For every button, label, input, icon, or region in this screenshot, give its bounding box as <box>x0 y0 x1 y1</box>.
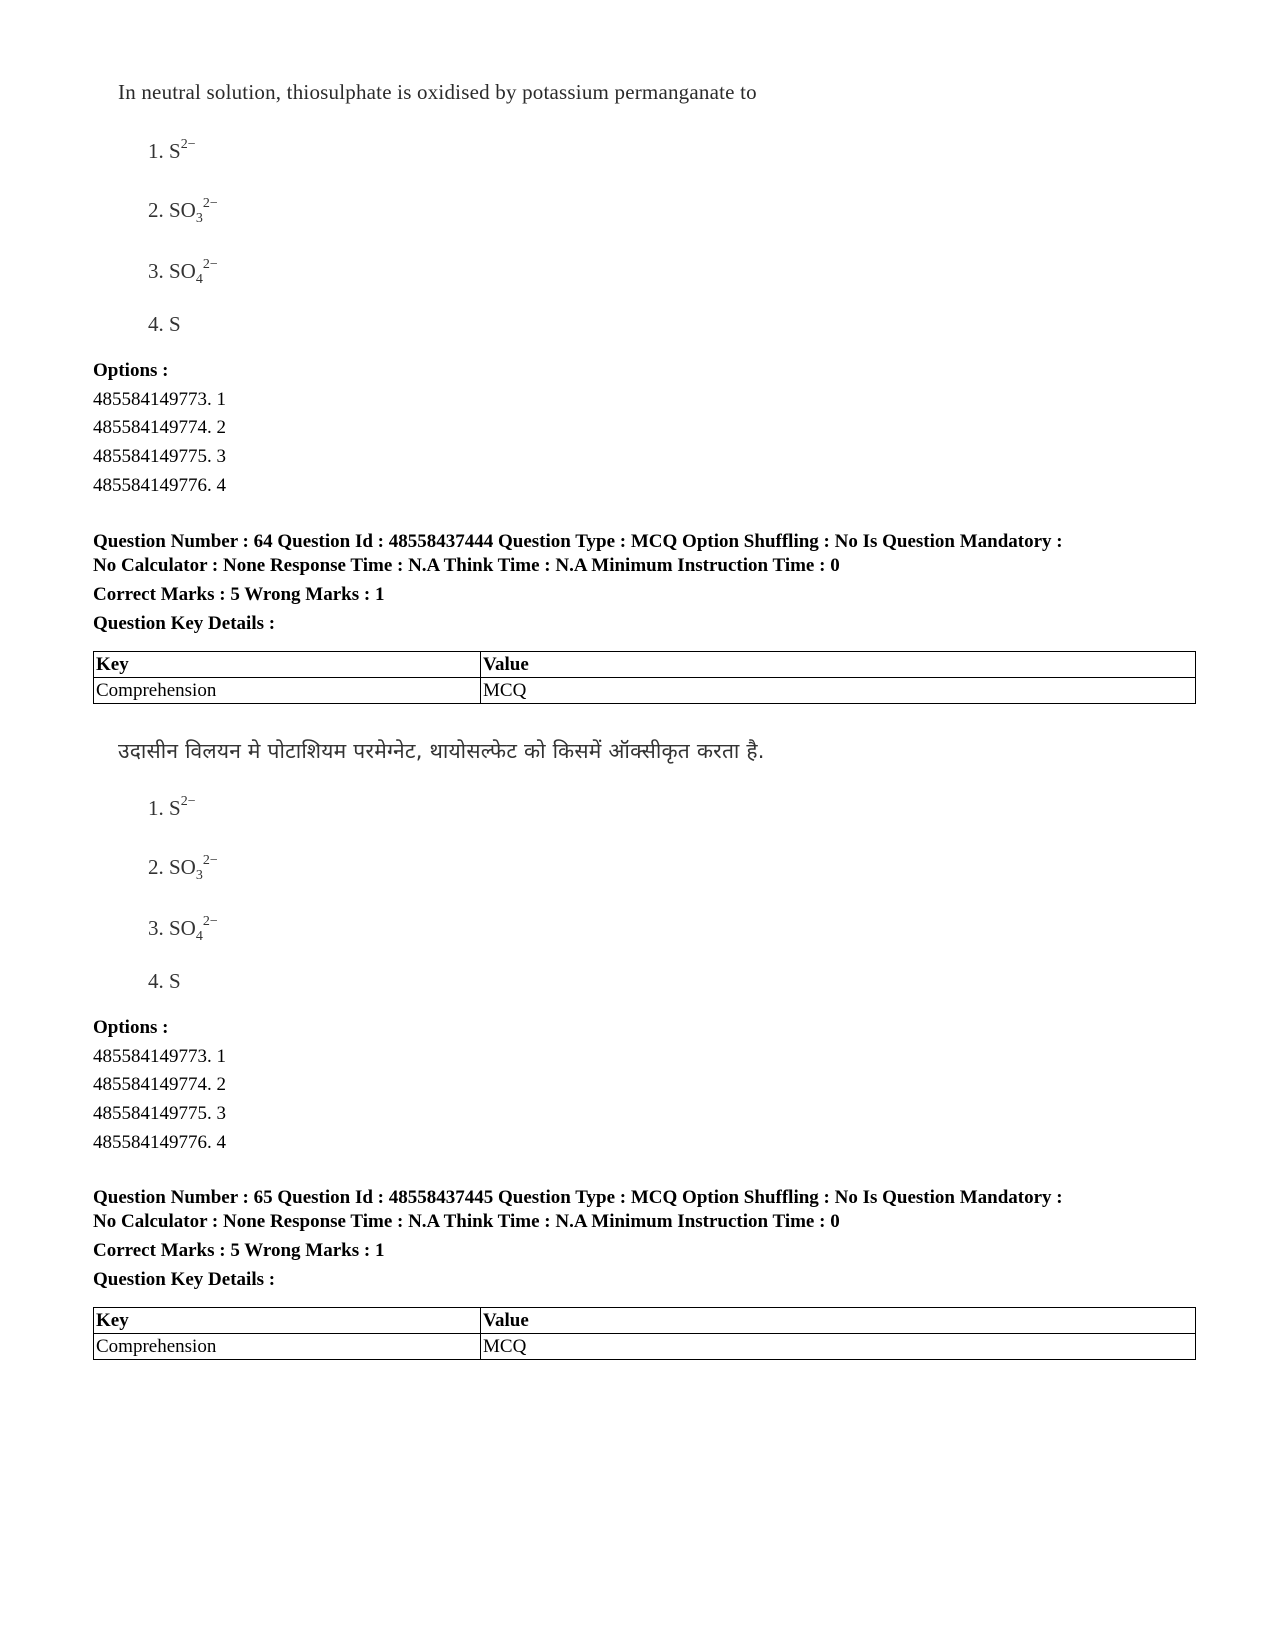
question-key-table <box>93 1307 1196 1360</box>
option-item: 485584149776. 4 <box>93 474 226 496</box>
option-item: 485584149774. 2 <box>93 417 226 439</box>
marks-line: Correct Marks : 5 Wrong Marks : 1 <box>93 1240 385 1261</box>
choice-3: 3. $SO_4^{2-}$ <box>148 914 218 944</box>
options-list <box>93 357 226 501</box>
question-info-line: No Calculator : None Response Time : N.A Think Time : N.A Minimum Instruction Time : 0 <box>93 1211 840 1232</box>
marks-line: Correct Marks : 5 Wrong Marks : 1 <box>93 584 385 605</box>
choice-2: 2. $SO_3^{2-}$ <box>148 853 218 883</box>
question-info-line: Question Number : 65 Question Id : 48558437445 Question Type : MCQ Option Shuffling : No Is Question Mandatory : <box>93 1187 1063 1208</box>
table-header-row <box>94 652 1196 678</box>
table-header-value: Value <box>481 652 1196 678</box>
table-row <box>94 1334 1196 1360</box>
key-details-label: Question Key Details : <box>93 1269 276 1290</box>
choice-2: 2. $SO_3^{2-}$ <box>148 196 218 226</box>
question-meta <box>93 1186 1203 1292</box>
table-header-key: Key <box>94 652 481 678</box>
question-stem: In neutral solution, thiosulphate is oxidised by potassium permanganate to <box>118 80 757 104</box>
choice-1: 1. $S^{2-}$ <box>148 794 196 820</box>
table-cell-value: MCQ <box>481 1334 1196 1360</box>
key-details-label: Question Key Details : <box>93 613 276 634</box>
table-cell-key: Comprehension <box>94 1334 481 1360</box>
option-item: 485584149775. 3 <box>93 446 226 468</box>
choice-4: 4. S <box>148 969 181 993</box>
question-info-line: No Calculator : None Response Time : N.A Think Time : N.A Minimum Instruction Time : 0 <box>93 555 840 576</box>
question-image-english <box>118 80 1018 350</box>
option-item: 485584149776. 4 <box>93 1131 226 1153</box>
options-list <box>93 1014 226 1158</box>
option-item: 485584149773. 1 <box>93 1045 226 1067</box>
table-header-row <box>94 1308 1196 1334</box>
question-image-hindi <box>118 737 1018 1007</box>
choice-3: 3. $SO_4^{2-}$ <box>148 257 218 287</box>
table-cell-value: MCQ <box>481 678 1196 704</box>
options-header: Options : <box>93 1017 169 1038</box>
table-row <box>94 678 1196 704</box>
choice-4: 4. S <box>148 312 181 336</box>
question-key-table <box>93 651 1196 704</box>
table-cell-key: Comprehension <box>94 678 481 704</box>
table-header-key: Key <box>94 1308 481 1334</box>
option-item: 485584149773. 1 <box>93 388 226 410</box>
option-item: 485584149774. 2 <box>93 1074 226 1096</box>
question-info-line: Question Number : 64 Question Id : 48558437444 Question Type : MCQ Option Shuffling : No Is Question Mandatory : <box>93 531 1063 552</box>
question-stem: उदासीन विलयन मे पोटाशियम परमेग्नेट, थायोसल्फेट को किसमें ऑक्सीकृत करता है. <box>118 739 765 763</box>
options-header: Options : <box>93 360 169 381</box>
table-header-value: Value <box>481 1308 1196 1334</box>
question-meta <box>93 530 1203 636</box>
choice-1: 1. $S^{2-}$ <box>148 137 196 163</box>
option-item: 485584149775. 3 <box>93 1103 226 1125</box>
